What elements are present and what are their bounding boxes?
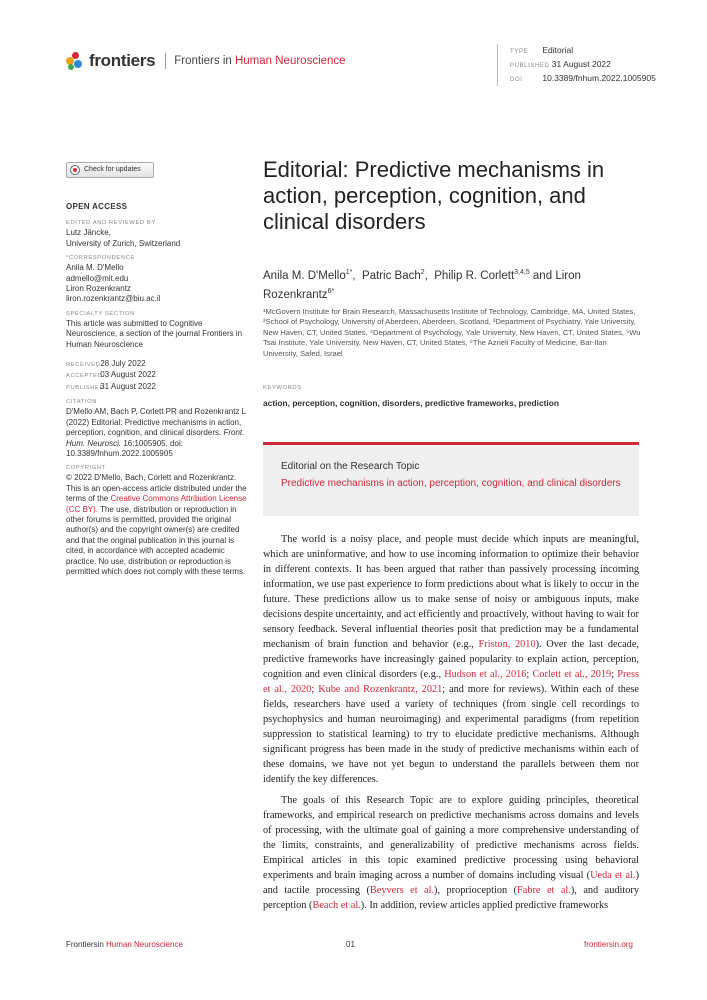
citation-link[interactable]: Kube and Rozenkrantz, 2021 xyxy=(318,684,443,695)
citation-label: CITATION xyxy=(66,399,97,406)
citation-link[interactable]: Friston, 2010 xyxy=(478,639,536,650)
author-name: Philip R. Corlett xyxy=(434,269,515,282)
citation-link[interactable]: Fabre et al. xyxy=(517,885,571,896)
meta-key: PUBLISHED xyxy=(510,63,550,69)
date-key: RECEIVED xyxy=(66,362,101,369)
research-topic-box xyxy=(263,442,639,516)
edited-label: EDITED AND REVIEWED BY xyxy=(66,220,156,227)
meta-published: 31 August 2022 xyxy=(551,59,611,69)
article-meta xyxy=(497,44,656,86)
corr-author-email[interactable]: liron.rozenkrantz@biu.ac.il xyxy=(66,294,161,304)
meta-key: TYPE xyxy=(510,49,529,55)
article-body xyxy=(263,532,639,919)
dates-block xyxy=(66,359,248,393)
specialty-text: This article was submitted to Cognitive Neuroscience, a section of the journal Frontiers in Human Neuroscience xyxy=(66,318,243,349)
citation-text: D'Mello AM, Bach P, Corlett PR and Rozenkrantz L (2022) Editorial: Predictive mechanisms in action, perception, cognition, and clinical disorders. Front. Hum. Neurosci. 16:1005905. doi: 10.3389/fnhum.2022.1005905 xyxy=(66,407,246,458)
copyright-text: © 2022 D'Mello, Bach, Corlett and Rozenkrantz. This is an open-access article distributed under the terms of the Creative Commons Attribution License (CC BY). The use, distribution or reproduction in other forums is permitted, provided the original author(s) and the copyright owner(s) are credited and that the original publication in this journal is cited, in accordance with accepted academic practice. No use, distribution or reproduction is permitted which does not comply with these terms. xyxy=(66,473,247,576)
open-access-label: OPEN ACCESS xyxy=(66,202,128,211)
citation-link[interactable]: Hudson et al., 2016 xyxy=(444,669,527,680)
logo-divider xyxy=(165,53,166,69)
topic-title-link[interactable]: Predictive mechanisms in action, perception, cognition, and clinical disorders xyxy=(281,478,621,489)
editor-affiliation: University of Zurich, Switzerland xyxy=(66,238,181,248)
author-name: Patric Bach xyxy=(361,269,421,282)
topic-heading: Editorial on the Research Topic xyxy=(281,461,420,472)
keywords: action, perception, cognition, disorders, predictive frameworks, prediction xyxy=(263,398,559,408)
date-accepted: 03 August 2022 xyxy=(100,370,156,380)
page-number: 01 xyxy=(346,940,355,949)
date-published: 31 August 2022 xyxy=(100,381,156,391)
brand-wordmark: frontiers xyxy=(89,51,156,70)
cc-by-link[interactable]: Creative Commons Attribution License (CC BY). xyxy=(66,494,247,514)
check-for-updates-button[interactable] xyxy=(66,162,154,178)
author-list: Anila M. D'Mello$^{1*}$, Patric Bach$^2$, Philip R. Corlett$^{3,4,5}$ and Liron Rozenkrantz$^{6*}$ xyxy=(263,269,581,301)
author-name: Anila M. D'Mello xyxy=(263,269,346,282)
journal-title: Frontiers in Human Neuroscience xyxy=(174,55,346,67)
editor-name: Lutz Jäncke, xyxy=(66,228,111,238)
check-for-updates-label: Check for updates xyxy=(84,165,141,173)
sidebar xyxy=(66,162,248,577)
footer-site-link[interactable]: frontiersin.org xyxy=(584,940,633,949)
citation-link[interactable]: Beyvers et al. xyxy=(369,885,435,896)
affiliations: ¹McGovern Institute for Brain Research, Massachusetts Institute of Technology, Cambridge, MA, United States, ²School of Psychology, University of Aberdeen, Aberdeen, Scotland, ³Department of Psychiatry, Yale University, New Haven, CT, United States, ⁴Department of Psychology, Yale University, New Haven, CT, United States, ⁵Wu Tsai Institute, Yale University, New Haven, CT, United States, ⁶The Azrieli Faculty of Medicine, Bar-Ilan University, Safed, Israel xyxy=(263,307,641,358)
citation-link[interactable]: Press et al., 2020 xyxy=(263,669,639,695)
meta-doi: 10.3389/fnhum.2022.1005905 xyxy=(542,73,656,83)
correspondence-label: *CORRESPONDENCE xyxy=(66,255,135,262)
author-name: Liron Rozenkrantz xyxy=(263,269,581,301)
meta-key: DOI xyxy=(510,77,523,83)
citation-link[interactable]: Ueda et al. xyxy=(590,870,636,881)
frontiers-logo-icon xyxy=(66,52,84,70)
footer-journal: Frontiersin Human Neuroscience xyxy=(66,940,183,949)
meta-type: Editorial xyxy=(542,45,574,55)
crossmark-icon xyxy=(70,165,80,175)
paragraph: The goals of this Research Topic are to explore guiding principles, theoretical frameworks, and empirical research on predictive mechanisms across domains and levels of processing, with the ultimate goal of gaining a more comprehensive understanding of the limits, constraints, and generalizability of predictive mechanisms across fields. Empirical articles in this topic examined predictive processing using behavioral experiments and brain imaging across a number of domains including visual (Ueda et al.) and tactile processing (Beyvers et al.), proprioception (Fabre et al.), and auditory perception (Beach et al.). In addition, review articles applied predictive frameworks xyxy=(263,795,639,911)
keywords-label: KEYWORDS xyxy=(263,385,302,391)
frontiers-logo[interactable] xyxy=(66,51,346,71)
date-key: PUBLISHED xyxy=(66,384,105,391)
paragraph: The world is a noisy place, and people must decide which inputs are meaningful, which are uninformative, and how to use incoming information to optimize their behavior in different contexts. It has been argued that rather than passively processing incoming information, we use past experience to form predictions about what is likely to occur in the future. These predictions allow us to make sense of noisy or ambiguous inputs, make decisions despite uncertainty, and act efficiently and proactively, without having to wait for sensory feedback. Several influential theories posit that prediction may be a fundamental mechanism of brain function and behavior (e.g., Friston, 2010). Over the last decade, predictive frameworks have increasingly gained popularity to explain action, perception, cognition and even clinical disorders (e.g., Hudson et al., 2016; Corlett et al., 2019; Press et al., 2020; Kube and Rozenkrantz, 2021; and more for reviews). Within each of these fields, researchers have used a variety of techniques (from single cell recordings to psychophysics and human neuroimaging) and experimental paradigms (from repetition suppression to statistical learning) to try to elucidate predictive mechanisms. Although significant progress has been made in the study of predictive mechanisms within each of these domains, we have not yet begun to understand the parallels between them nor identify the key differences. xyxy=(263,534,639,785)
specialty-label: SPECIALTY SECTION xyxy=(66,310,135,317)
date-received: 28 July 2022 xyxy=(100,359,146,369)
article-title: Editorial: Predictive mechanisms in action, perception, cognition, and clinical disorders xyxy=(263,157,605,234)
corr-author-name: Anila M. D'Mello xyxy=(66,263,124,273)
date-key: ACCEPTED xyxy=(66,373,103,380)
copyright-label: COPYRIGHT xyxy=(66,465,106,472)
citation-link[interactable]: Beach et al. xyxy=(312,900,361,911)
citation-link[interactable]: Corlett et al., 2019 xyxy=(532,669,612,680)
corr-author-email[interactable]: admello@mit.edu xyxy=(66,273,129,283)
corr-author-name: Liron Rozenkrantz xyxy=(66,284,131,294)
